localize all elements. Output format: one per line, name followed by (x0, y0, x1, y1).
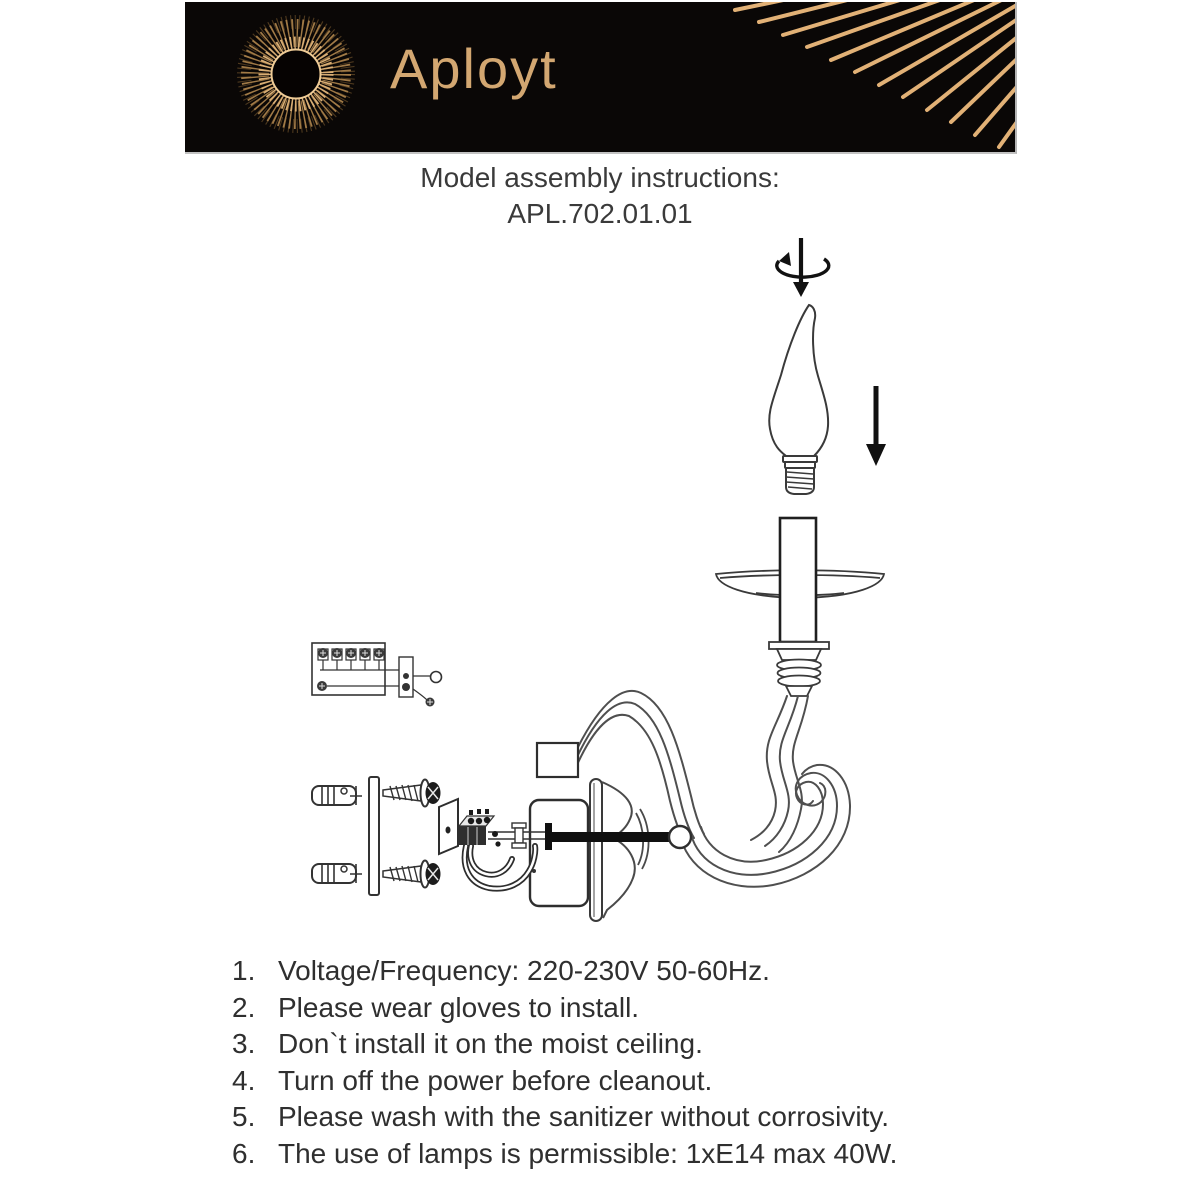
list-item-text: Voltage/Frequency: 220-230V 50-60Hz. (278, 955, 770, 986)
wiring-diagram-drawing (312, 643, 442, 707)
list-item (232, 1063, 1032, 1100)
page-title: Model assembly instructions: (420, 162, 780, 193)
list-item-number: 4. (232, 1064, 256, 1096)
list-item-text: Please wear gloves to install. (278, 991, 640, 1023)
brand-wordmark: Aployt (390, 37, 558, 100)
mounting-strip-drawing (369, 777, 379, 895)
down-arrow-icon (866, 386, 886, 466)
list-item (232, 1026, 1032, 1063)
arm-connector-block (537, 743, 578, 777)
list-item (232, 1099, 1032, 1136)
candle-socket-drawing (716, 518, 884, 696)
terminal-block-drawing (459, 809, 501, 847)
list-item (232, 953, 1032, 990)
wall-plate-drawing (530, 800, 588, 906)
list-item-number: 3. (232, 1028, 256, 1059)
list-item-number: 5. (232, 1101, 256, 1132)
sconce-arm-drawing (576, 691, 850, 887)
mounting-screw-drawing (383, 780, 441, 888)
list-item (232, 1136, 1032, 1173)
list-item (232, 990, 1032, 1027)
list-item-text: Please wash with the sanitizer without corrosivity. (278, 1101, 890, 1132)
list-item-number: 2. (232, 991, 256, 1023)
wire-loops-drawing (465, 846, 536, 889)
rotation-arrow-icon (777, 238, 829, 297)
wall-anchor-drawing (312, 786, 362, 883)
backplate-profile-drawing (590, 779, 649, 921)
fixing-plate-drawing (439, 799, 458, 854)
model-number: APL.702.01.01 (507, 198, 693, 229)
list-item-text: Turn off the power before cleanout. (278, 1064, 713, 1096)
list-item-number: 6. (232, 1137, 256, 1169)
list-item-text: Don`t install it on the moist ceiling. (278, 1028, 703, 1059)
flame-bulb-drawing (769, 305, 828, 494)
instruction-list (232, 953, 1032, 1172)
list-item-number: 1. (232, 955, 256, 986)
list-item-text: The use of lamps is permissible: 1xE14 max 40W. (278, 1137, 898, 1169)
